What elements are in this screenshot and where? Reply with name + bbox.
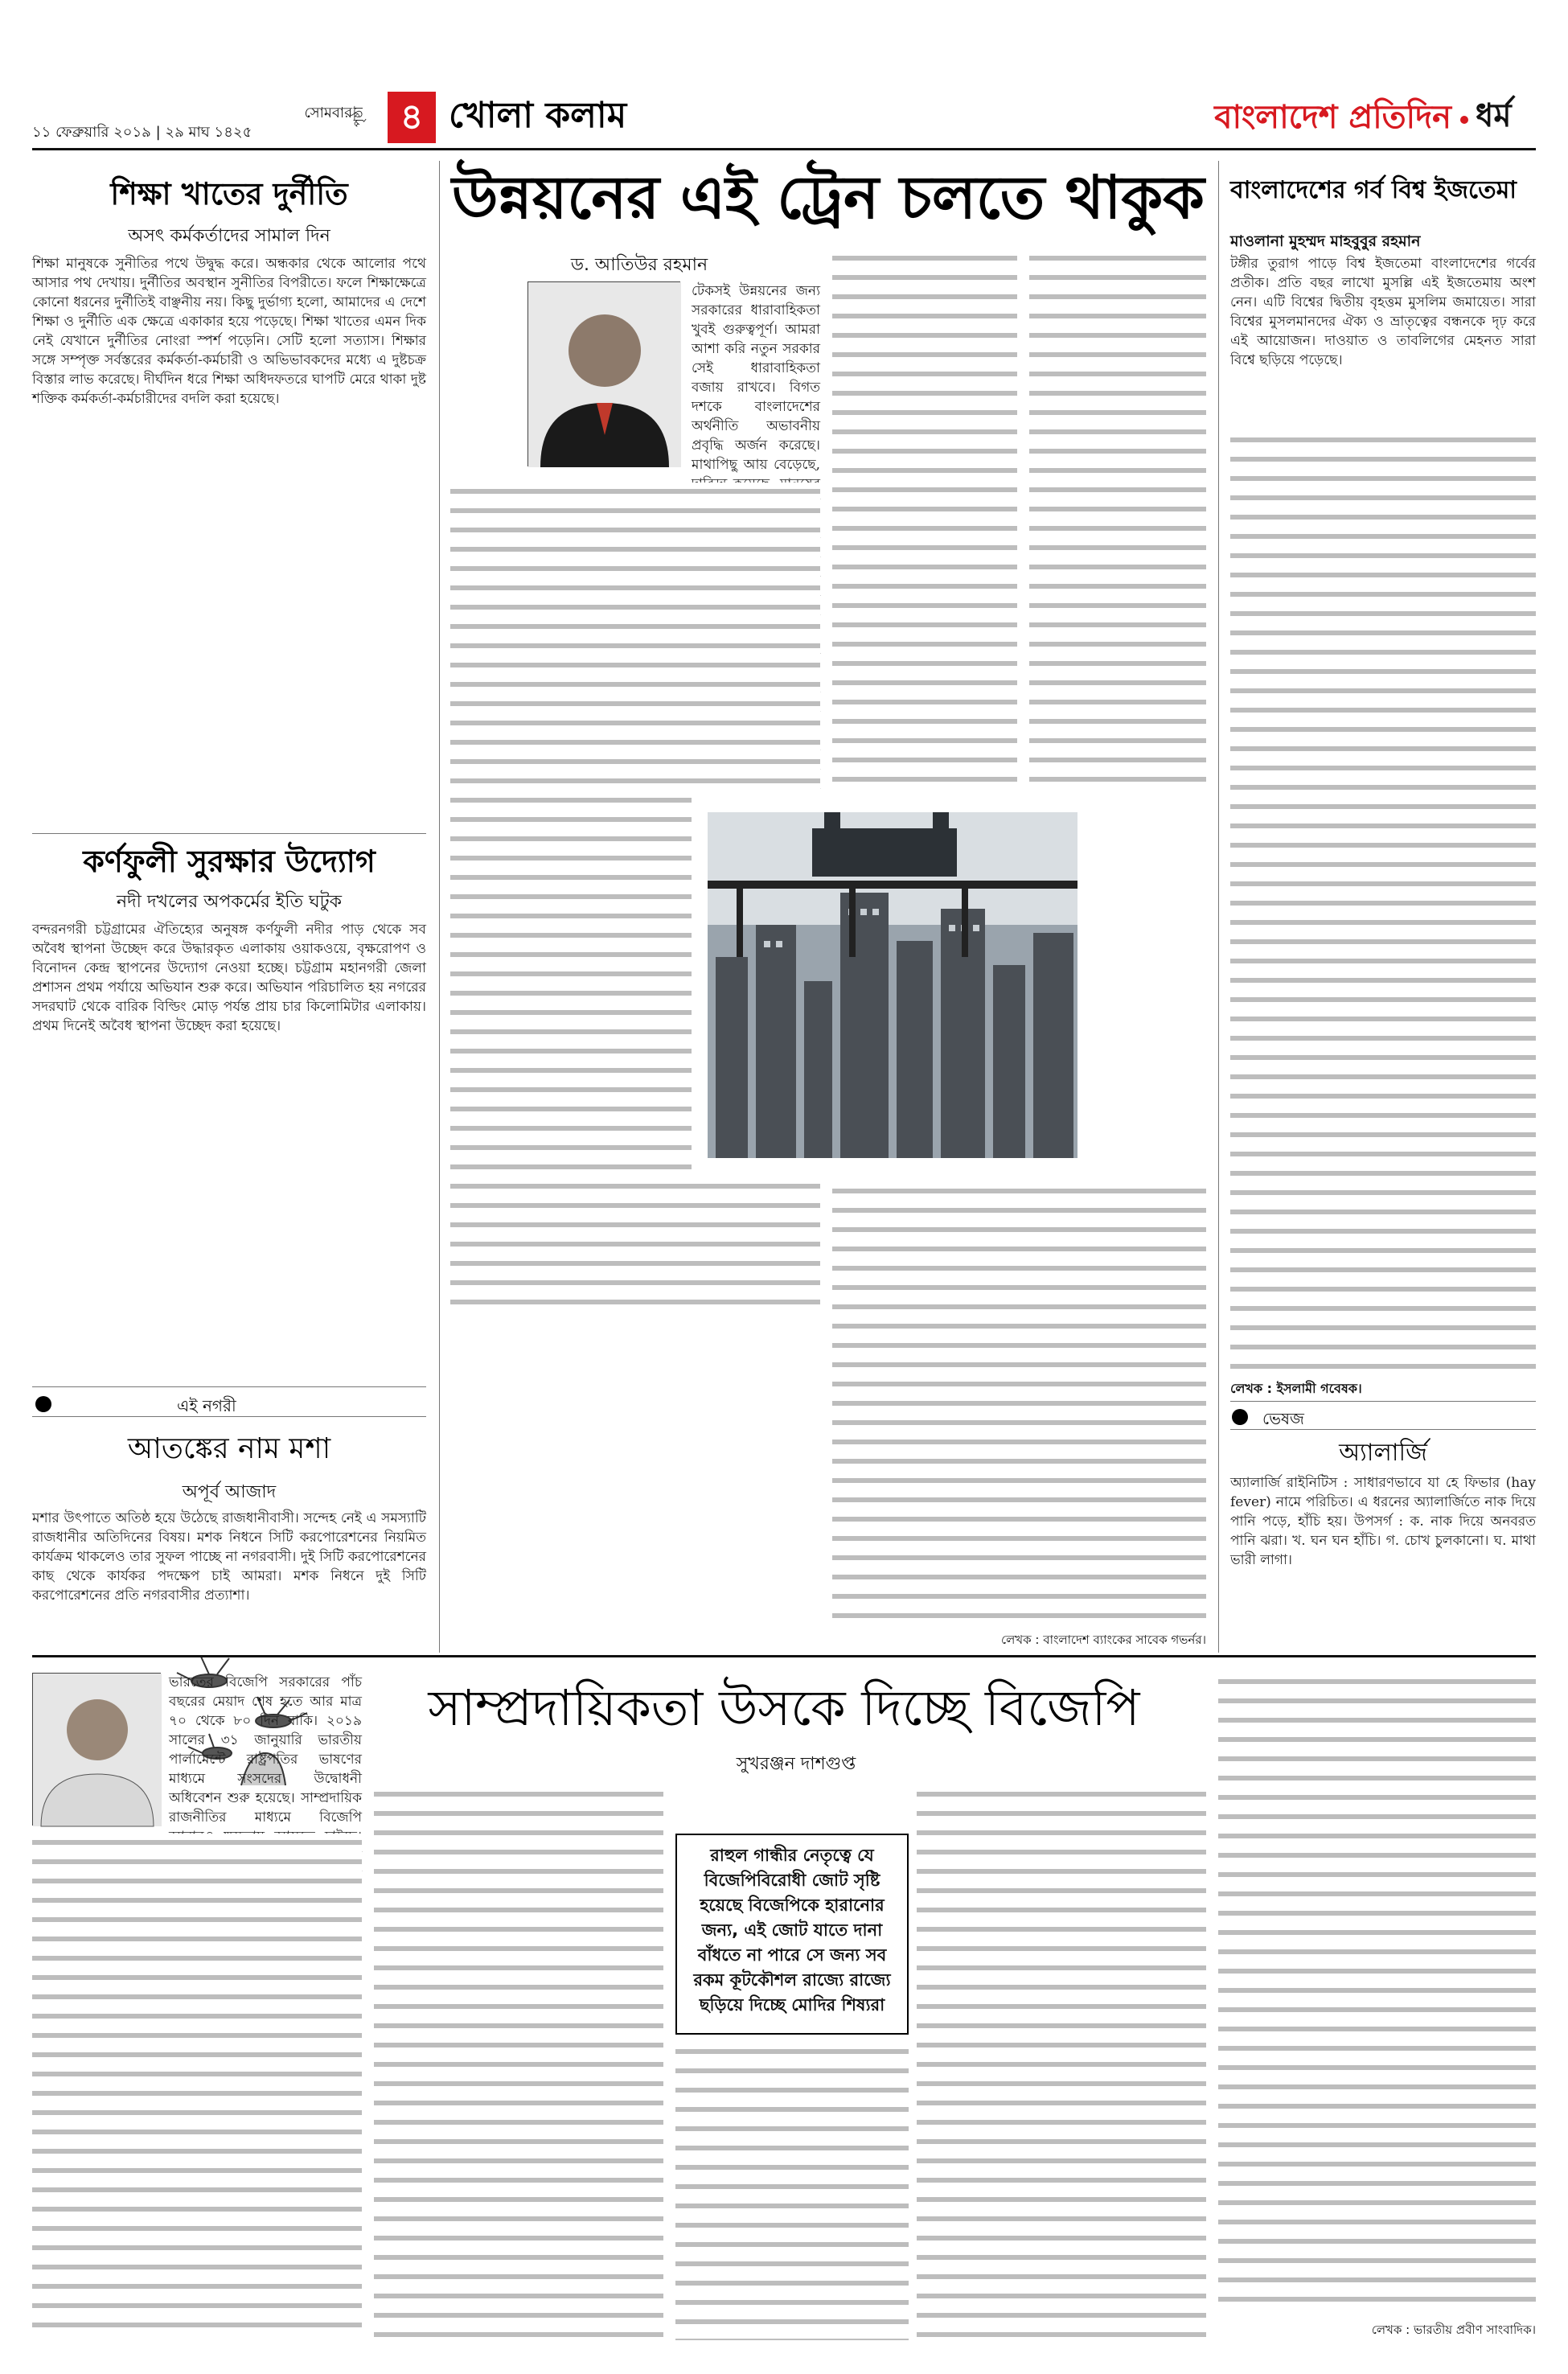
bottom-body-col-2b: [675, 2043, 909, 2340]
main-body-intro: টেকসই উন্নয়নের জন্য সরকারের ধারাবাহিকতা খুবই গুরুত্বপূর্ণ। আমরা আশা করি নতুন সরকার সেই ধারাবাহিকতা বজায় রাখবে। বিগত দশকে বাংলাদেশের অর্থনীতি অভাবনীয় প্রবৃদ্ধি অর্জন করেছে। মাথাপিছু আয় বেড়েছে,: [692, 283, 820, 473]
column-rule: [1218, 161, 1219, 1653]
bottom-author-note: লেখক : ভারতীয় প্রবীণ সাংবাদিক।: [1371, 2323, 1536, 2337]
right-article-body-continued: [1230, 431, 1536, 1372]
divider: [32, 1386, 426, 1387]
column-title: আতঙ্কের নাম মশা: [127, 1432, 331, 1465]
bottom-article: [32, 1665, 1536, 2348]
bottom-headline: সাম্প্রদায়িকতা উসকে দিচ্ছে বিজেপি: [428, 1678, 1140, 1737]
column-author: অপূর্ব আজাদ: [182, 1482, 277, 1502]
bottom-author: সুখরঞ্জন দাশগুপ্ত: [736, 1754, 856, 1774]
main-article: [450, 161, 1206, 1649]
page-number-badge: [388, 92, 436, 143]
main-author: ড. আতিউর রহমান: [570, 255, 708, 275]
section-title: খোলা কলাম: [449, 95, 627, 136]
bottom-body-col-3: [917, 1785, 1206, 2340]
main-body-col-3: [1029, 249, 1206, 796]
health-title: অ্যালার্জি: [1339, 1439, 1427, 1467]
bottom-body-col-2: [374, 1785, 663, 2340]
bullet-icon: [1232, 1409, 1248, 1425]
editorial-subtitle-1: অসৎ কর্মকর্তাদের সামাল দিন: [128, 226, 330, 246]
editorial-subtitle-2: নদী দখলের অপকর্মের ইতি ঘটুক: [116, 892, 343, 912]
masthead-rule: [32, 148, 1536, 150]
main-body-col-4: [832, 1182, 1206, 1633]
column-rule: [439, 161, 440, 1653]
cityscape-photo: [692, 796, 1094, 1174]
editorial-body-1: শিক্ষা মানুষকে সুনীতির পথে উদ্বুদ্ধ করে। অন্ধকার থেকে আলোর পথে আসার পথ দেখায়। দুর্নীতির অবস্থান সুনীতির বিপরীতে। ফলে শিক্ষাক্ষেত্রে কোনো ধরনের দুর্নীতিই বাঞ্ছনীয় নয়। কিছু দুর্ভাগ্য হলো, আমাদের এ দেশে শিক্ষা ও দুর্নীতি এক ক্ষেত্রে একাকার হয়ে পড়েছে। শিক্ষা খাতের এমন দিক নেই যেখানে দুর্নীতির নোংরা স্পর্শ পড়েনি। সেটি হলো সত্যাস। শিক্ষার সঙ্গে সম্পৃক্ত সর্বস্তরের কর্মকর্তা-কর্মচারী ও অভিভাবকদের মধ্যে এ দুষ্টচক্র বিস্তার লাভ করেছে। দীর্ঘদিন ধরে শিক্ষা অধিদফতরে ঘাপটি মেরে থাকা দুষ্ট শক্তিক কর্মকর্তা-কর্মচারীদের বদলি করা হয়েছে।: [32, 256, 426, 407]
pull-quote-box: [675, 1834, 909, 2035]
portrait-icon: [33, 1674, 162, 1826]
masthead: [24, 93, 1544, 146]
divider: [32, 833, 426, 834]
right-article-title: বাংলাদেশের গর্ব বিশ্ব ইজতেমা: [1230, 176, 1517, 204]
main-headline: উন্নয়নের এই ট্রেন চলতে থাকুক: [452, 163, 1205, 232]
health-body: অ্যালার্জি রাইনিটিস : সাধারণভাবে যা হে ফিভার (hay fever) নামে পরিচিত। এ ধরনের অ্যালার্জিতে নাক দিয়ে পানি পড়ে, হাঁচি হয়। উপসর্গ : ক. নাক দিয়ে অনবরত পানি ঝরা। খ. ঘন ঘন হাঁচি। গ. চোখ চুলকানো। ঘ. মাথা ভারী লাগা।: [1230, 1475, 1536, 1568]
editorial-title-2: কর্ণফুলী সুরক্ষার উদ্যোগ: [83, 843, 376, 879]
page-number: ৪: [400, 97, 424, 138]
issue-day: সোমবার: [304, 105, 352, 121]
author-photo: [527, 281, 680, 466]
bullet-icon: [35, 1396, 51, 1412]
pull-quote: রাহুল গান্ধীর নেতৃত্বে যে বিজেপিবিরোধী জোট সৃষ্টি হয়েছে বিজেপিকে হারানোর জন্য, এই জোট যাতে দানা বাঁধতে না পারে সে জন্য সব রকম কূটকৌশল রাজ্যে রাজ্যে ছড়িয়ে দিচ্ছে মোদির শিষ্যরা: [693, 1846, 891, 2015]
paper-tag: ধর্ম: [1476, 97, 1512, 134]
portrait-icon: [528, 282, 681, 467]
right-article-author: মাওলানা মুহম্মদ মাহবুবুর রহমান: [1230, 232, 1421, 250]
separator-dot: [1460, 116, 1468, 124]
page-word: পৃষ্ঠা: [351, 106, 366, 127]
column-body: মশার উৎপাতে অতিষ্ঠ হয়ে উঠেছে রাজধানীবাসী। সন্দেহ নেই এ সমস্যাটি রাজধানীর অতিদিনের বিষয়। মশক নিধনে সিটি করপোরেশনের নিয়মিত কার্যক্রম থাকলেও তার সুফল পাচ্ছে না নগরবাসী। দুই সিটি করপোরেশনের কাছ থেকে কার্যকর পদক্ষেপ চাই আমরা। মশক নিধনে দুই সিটি করপোরেশনের প্রতি নগরবাসীর প্রত্যাশা।: [32, 1510, 426, 1604]
bottom-body-intro: ভারতের বিজেপি সরকারের পাঁচ বছরের মেয়াদ শেষ হতে আর মাত্র ৭০ থেকে ৮০ দিন বাকি। ২০১৯ সালের ৩১ জানুয়ারি ভারতীয় পার্লামেন্টে রাষ্ট্রপতির ভাষণের মাধ্যমে সংসদের উদ্বোধনী অধিবেশন শুরু হয়েছে। সাম্প্রদায়িক রাজনীতির মাধ্যমে বিজেপি: [169, 1674, 362, 1826]
section-tag: [1230, 1406, 1536, 1430]
bottom-body-col-4: [1218, 1673, 1536, 2316]
bottom-section-rule: [32, 1655, 1536, 1657]
section-label: এই নগরী: [177, 1396, 236, 1415]
left-column: [32, 161, 426, 1633]
right-article-author-note: লেখক : ইসলামী গবেষক।: [1230, 1381, 1362, 1396]
main-body-col-2: [832, 249, 1017, 796]
issue-date: ১১ ফেব্রুয়ারি ২০১৯ | ২৯ মাঘ ১৪২৫: [32, 124, 252, 141]
editorial-body-2: বন্দরনগরী চট্টগ্রামের ঐতিহ্যের অনুষঙ্গ কর্ণফুলী নদীর পাড় থেকে সব অবৈধ স্থাপনা উচ্ছেদ করে উদ্ধারকৃত এলাকায় ওয়াকওয়ে, বৃক্ষরোপণ ও বিনোদন কেন্দ্র স্থাপনের উদ্যোগ নেওয়া হচ্ছে। চট্টগ্রাম মহানগরী জেলা প্রশাসন প্রথম পর্যায়ে অভিযান শুরু করে। অভিযান পরিচালিত হয় নগরের সদরঘাট থেকে বারিক বিল্ডিং মোড় পর্যন্ত প্রায় চার কিলোমিটার এলাকায়। প্রথম দিনেই অবৈধ স্থাপনা উচ্ছেদ করা হয়েছে।: [32, 922, 426, 1034]
bottom-body-col-1: [32, 1834, 362, 2340]
main-author-note: লেখক : বাংলাদেশ ব্যাংকের সাবেক গভর্নর।: [1001, 1633, 1206, 1647]
divider: [1230, 1401, 1536, 1402]
paper-name: বাংলাদেশ প্রতিদিন: [1214, 98, 1451, 136]
right-column: [1230, 161, 1536, 1649]
author-photo: [32, 1673, 161, 1826]
editorial-title-1: শিক্ষা খাতের দুর্নীতি: [110, 175, 348, 212]
section-label: ভেষজ: [1262, 1409, 1304, 1428]
right-article-body: টঙ্গীর তুরাগ পাড়ে বিশ্ব ইজতেমা বাংলাদেশের গর্বের প্রতীক। প্রতি বছর লাখো মুসল্লি এই ইজতেমায় অংশ নেন। এটি বিশ্বের দ্বিতীয় বৃহত্তম মুসলিম জমায়েত। সারা বিশ্বের মুসলমানদের ঐক্য ও ভ্রাতৃত্বের বন্ধনকে দৃঢ় করে এই আয়োজন। দাওয়াত ও তাবলিগের মেহনত সারা বিশ্বে ছড়িয়ে পড়েছে।: [1230, 256, 1536, 368]
section-tag: [32, 1393, 426, 1417]
